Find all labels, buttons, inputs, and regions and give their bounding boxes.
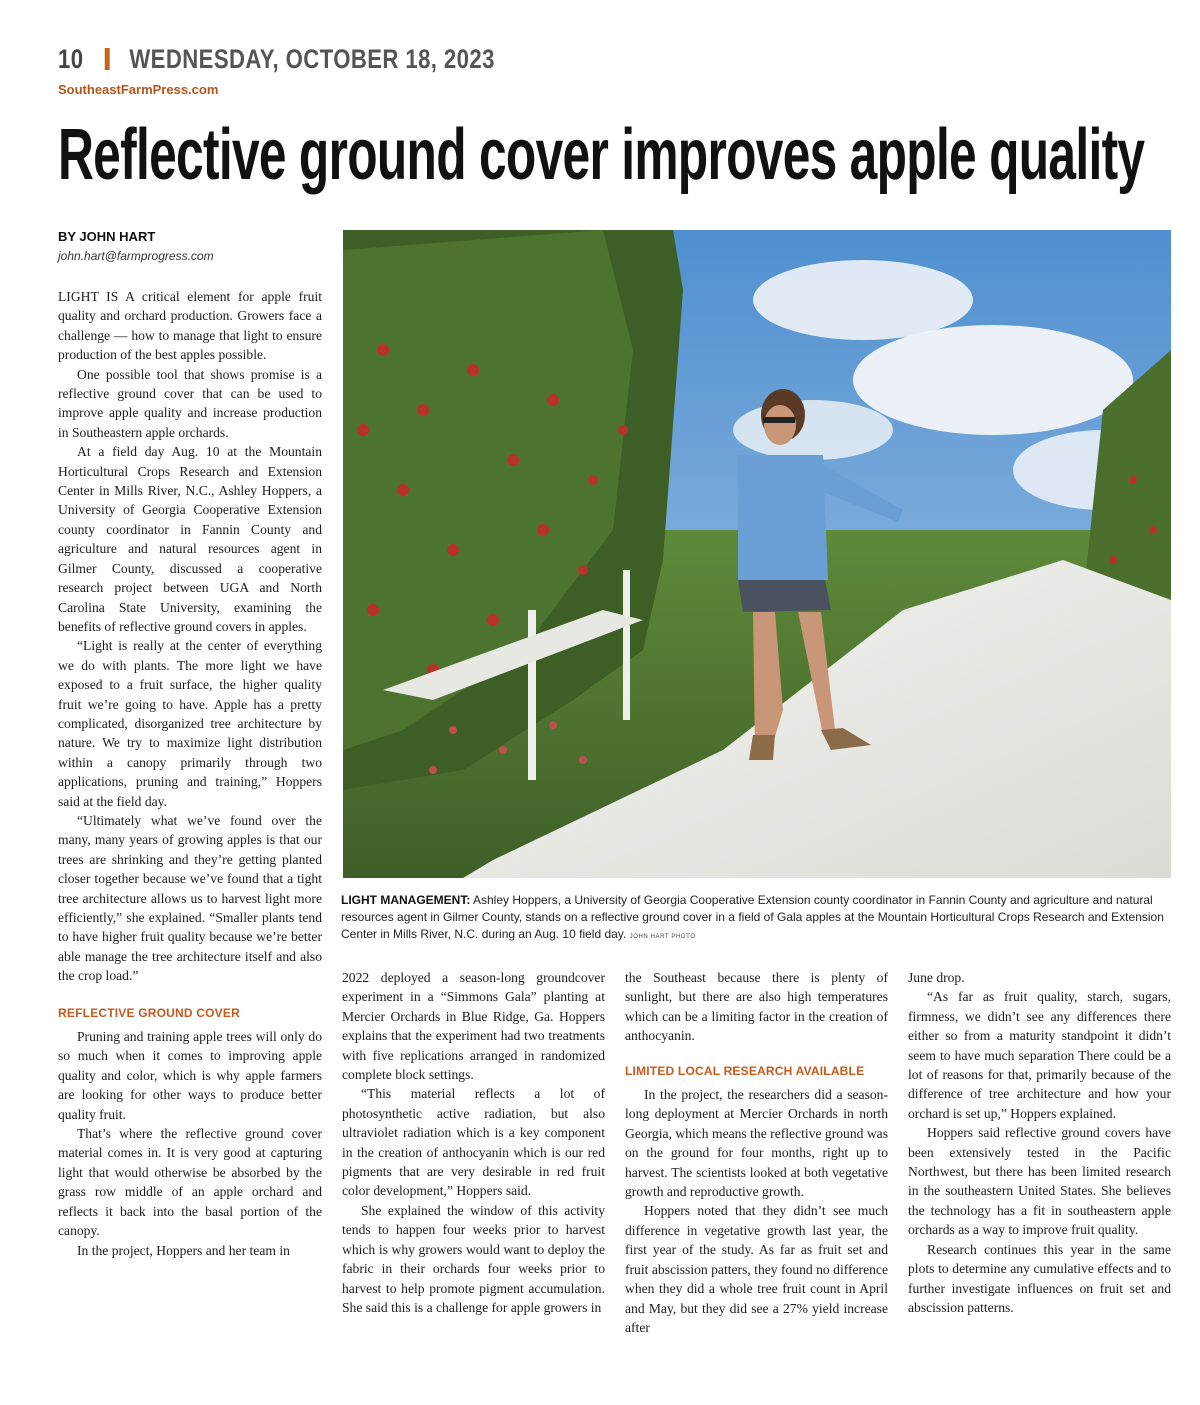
paragraph: “As far as fruit quality, starch, sugars, firmness, we didn’t see any differences there either so from a maturity standpoint it didn’t seem to have much separation There could be a lot of reasons for that, primarily because of the difference of tree architecture and how your orchard is set up,” Hoppers explained. <box>908 989 1171 1121</box>
paragraph: “This material reflects a lot of photosynthetic active radiation, but also ultraviolet radiation which is a key component in the creation of anthocyanin which is our red pigments that are very desirable in red fruit color development,” Hoppers said. <box>342 1086 605 1199</box>
issue-date: WEDNESDAY, OCTOBER 18, 2023 <box>129 44 495 74</box>
caption-text: Ashley Hoppers, a University of Georgia Cooperative Extension county coordinator in Fannin County and agriculture and natural resources agent in Gilmer County, stands on a reflective ground cover in a field of Gala apples at the Mountain Horticultural Crops Research and Extension Center in Mills River, N.C. during an Aug. 10 field day. <box>341 893 1164 941</box>
column-1 <box>58 287 322 1260</box>
paragraph: In the project, Hoppers and her team in <box>77 1242 290 1258</box>
caption-label: LIGHT MANAGEMENT: <box>341 893 471 907</box>
paragraph: June drop. <box>908 970 965 985</box>
headline: Reflective ground cover improves apple quality <box>58 115 1145 195</box>
paragraph: Hoppers noted that they didn’t see much difference in vegetative growth last year, the first year of the study. As far as fruit set and fruit abscission patters, they found no difference when they did a whole tree fruit count in April and May, but they did see a 27% yield increase after <box>625 1203 888 1335</box>
paragraph: One possible tool that shows promise is a reflective ground cover that can be used to improve apple quality and increase production in Southeastern apple orchards. <box>58 366 322 440</box>
photo-credit: JOHN HART PHOTO <box>629 934 696 940</box>
paragraph: Pruning and training apple trees will only do so much when it comes to improving apple quality and color, which is why apple farmers are looking for other ways to produce better quality fruit. <box>58 1029 322 1122</box>
subhead: REFLECTIVE GROUND COVER <box>58 1005 240 1020</box>
site-name: SoutheastFarmPress.com <box>58 82 219 97</box>
page-number: 10 <box>58 44 84 74</box>
paragraph: 2022 deployed a season-long groundcover experiment in a “Simmons Gala” planting at Mercier Orchards in Blue Ridge, Ga. Hoppers explains that the experiment had two treatments with five replications arranged in randomized complete block settings. <box>342 970 605 1083</box>
paragraph: Research continues this year in the same plots to determine any cumulative effects and to further investigate influences on fruit set and abscission patterns. <box>908 1241 1171 1315</box>
photo-caption <box>341 892 1171 946</box>
paragraph: the Southeast because there is plenty of sunlight, but there are also high temperatures which can be a limiting factor in the creation of anthocyanin. <box>625 970 888 1044</box>
column-2 <box>342 968 605 1317</box>
paragraph: She explained the window of this activity tends to happen four weeks prior to harvest which is why growers would want to deploy the fabric in their orchards four weeks prior to harvest to help promote pigment accumulation. She said this is a challenge for apple growers in <box>342 1202 605 1315</box>
subhead: LIMITED LOCAL RESEARCH AVAILABLE <box>625 1063 865 1078</box>
article-photo <box>343 230 1171 878</box>
paragraph: LIGHT IS A critical element for apple fruit quality and orchard production. Growers face a challenge — how to manage that light to ensure production of the best apples possible. <box>58 289 322 363</box>
column-4 <box>908 968 1171 1317</box>
paragraph: In the project, the researchers did a season-long deployment at Mercier Orchards in north Georgia, which means the reflective ground was on the ground for four months, right up to harvest. The scientists looked at both vegetative growth and reproductive growth. <box>625 1087 888 1200</box>
page-folio <box>58 44 495 75</box>
paragraph: That’s where the reflective ground cover material comes in. It is very good at capturing light that would otherwise be absorbed by the grass row middle of an apple orchard and reflects it back into the basal portion of the canopy. <box>58 1126 322 1239</box>
paragraph: Hoppers said reflective ground covers have been extensively tested in the Pacific Northwest, but there has been limited research in the southeastern United States. She believes the technology has a fit in southeastern apple orchards as a way to improve fruit quality. <box>908 1125 1171 1238</box>
byline: BY JOHN HART <box>58 229 156 244</box>
paragraph: “Ultimately what we’ve found over the many, many years of growing apples is that our trees are shrinking and they’re getting planted closer together because we’ve found that a tight tree architecture allows us to harvest light more efficiently,” she explained. “Smaller plants tend to have higher fruit quality because we’re better able manage the tree architecture itself and also the crop load.” <box>58 812 322 984</box>
author-email: john.hart@farmprogress.com <box>58 249 214 263</box>
folio-divider <box>105 48 110 70</box>
column-3 <box>625 968 888 1337</box>
paragraph: At a field day Aug. 10 at the Mountain Horticultural Crops Research and Extension Center in Mills River, N.C., Ashley Hoppers, a University of Georgia Cooperative Extension county coordinator in Fannin County and agriculture and natural resources agent in Gilmer County, discussed a cooperative research project between UGA and North Carolina State University, examining the benefits of reflective ground covers in apples. <box>58 444 322 634</box>
paragraph: “Light is really at the center of everything we do with plants. The more light we have exposed to a fruit surface, the higher quality fruit we’re going to have. Apple has a pretty complicated, disorganized tree architecture by nature. We try to maximize light distribution within a canopy primarily through two applications, pruning and training,” Hoppers said at the field day. <box>58 638 322 809</box>
